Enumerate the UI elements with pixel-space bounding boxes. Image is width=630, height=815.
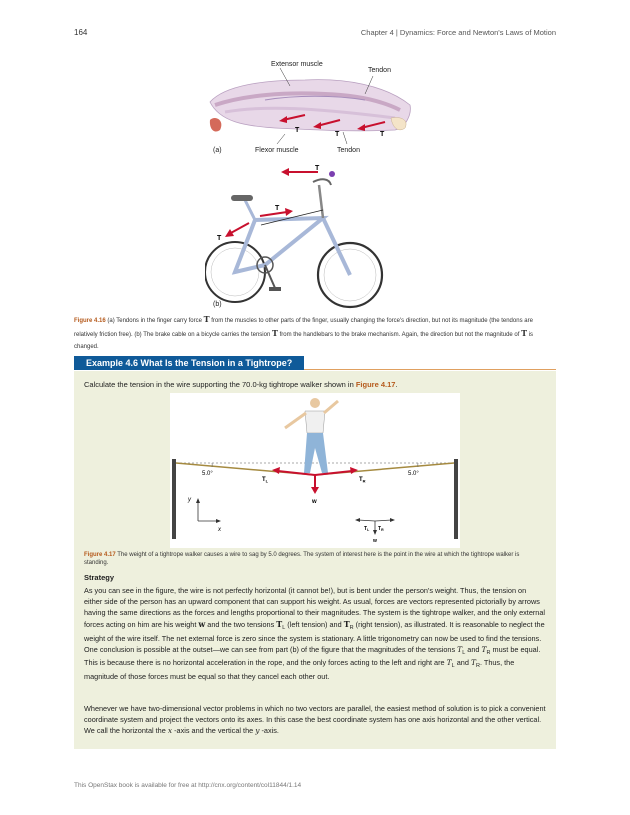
page-number: 164 (74, 28, 88, 37)
label-TR (359, 477, 366, 484)
text: (right tension), as illustrated. It is reasonable to neglect the weight of the wire itself. The net external force is zero since the system is stationary. A little trigonometry can now be used to find the tensions. One conclusion is possible at the outset—we can see from part (b) of the figure that the magnitudes of the tensions (84, 619, 545, 654)
caption-label: Figure 4.17 (84, 552, 116, 558)
angle-left: 5.0° (202, 471, 213, 477)
label-tendon-bottom: Tendon (337, 147, 360, 154)
tension-label-a2: T (335, 131, 340, 138)
example-header (74, 356, 556, 370)
caption-text: The weight of a tightrope walker causes a wire to sag by 5.0 degrees. The system of interest here is the point in the wire at which the tightrope walker is standing. (84, 552, 520, 566)
tension-arrows-bicycle (225, 168, 318, 237)
axis-x: x (218, 527, 221, 533)
intro-text: Calculate the tension in the wire supporting the 70.0-kg tightrope walker shown in (84, 380, 356, 389)
symbol-T: T (470, 658, 476, 668)
text: . Thus, the magnitude of those forces must be equal so that they cancel each other out. (84, 658, 515, 682)
label-TL (262, 477, 269, 484)
figure-4-17-caption (84, 551, 544, 567)
tension-label-a3: T (380, 131, 385, 138)
label-w: w (312, 499, 317, 505)
R-subscript: R (362, 478, 366, 484)
fbd-label-w: w (373, 538, 377, 544)
figure-link[interactable]: Figure 4.17 (355, 380, 396, 389)
text: must be equal. This is because there is no horizontal acceleration in the rope, and the only forces acting to the left and right are (84, 644, 541, 668)
page-footer: This OpenStax book is available for free at http://cnx.org/content/col11844/1.14 (74, 782, 302, 789)
caption-text-3: from the handlebars to the brake mechanism. Again, the direction but not the magnitude of (277, 332, 522, 338)
symbol-T: T (271, 328, 278, 338)
angle-right: 5.0° (408, 471, 419, 477)
T-symbol: T (262, 477, 266, 483)
T-symbol: T (364, 526, 368, 532)
example-box (74, 371, 556, 749)
R-subscript: R (381, 528, 384, 532)
subscript-L: L (451, 663, 455, 670)
figure-4-17 (170, 393, 460, 548)
caption-text-1: (a) Tendons in the finger carry force (105, 318, 204, 324)
bicycle-illustration (205, 171, 382, 307)
subscript-L: L (282, 624, 286, 631)
tightrope-walker (285, 398, 338, 473)
label-flexor-muscle: Flexor muscle (255, 147, 299, 154)
strategy-paragraph-2 (84, 704, 546, 737)
text: As you can see in the figure, the wire is not perfectly horizontal (it cannot be!), but is bent under the person's weight. Thus, the tension on either side of the person has an upward component that can support his weight. As usual, forces are vectors represented pictorially by arrows having the same directions as the forces and lengths proportional to their magnitudes. The system is the tightrope walker, and the only external forces acting on him are his weight (84, 586, 546, 629)
symbol-y: y (255, 725, 260, 735)
axis-y: y (188, 497, 191, 503)
label-b: (b) (213, 301, 222, 308)
symbol-T: T (521, 328, 528, 338)
tension-label-a1: T (295, 127, 300, 134)
example-intro (84, 380, 398, 389)
symbol-w: w (198, 618, 206, 629)
symbol-T: T (481, 644, 487, 654)
subscript-R: R (486, 649, 491, 656)
subscript-R: R (475, 663, 480, 670)
chapter-header: Chapter 4 | Dynamics: Force and Newton's Laws of Motion (360, 28, 556, 37)
subscript-R: R (349, 624, 354, 631)
symbol-x: x (167, 725, 173, 735)
caption-text-2: from the muscles to other parts of the finger, usually changing the force's direction, but not its magnitude (the tendons are relatively friction free). (b) The brake cable on a bicycle carries the tension (74, 318, 533, 338)
symbol-T: T (203, 314, 210, 324)
text: -axis and the vertical the (172, 725, 256, 735)
free-body-diagram (355, 518, 395, 535)
tension-label-b2: T (275, 205, 280, 212)
intro-end: . (395, 380, 398, 389)
tension-label-b3: T (217, 235, 222, 242)
label-a: (a) (213, 147, 222, 154)
fbd-label-TR (378, 526, 384, 532)
label-tendon-top: Tendon (368, 67, 391, 74)
strategy-heading: Strategy (84, 573, 115, 582)
figure-4-16 (205, 50, 415, 310)
symbol-T: T (276, 618, 283, 629)
text: -axis. (259, 725, 279, 735)
strategy-paragraph-1 (84, 586, 546, 683)
axis-indicator (196, 498, 221, 523)
text: and (465, 644, 482, 654)
text: and the two tensions (205, 619, 277, 629)
T-symbol: T (378, 526, 382, 532)
subscript-L: L (462, 649, 466, 656)
label-extensor-muscle: Extensor muscle (271, 61, 323, 68)
symbol-T: T (446, 658, 452, 668)
text: Whenever we have two-dimensional vector problems in which no two vectors are parallel, the easiest method of solution is to pick a convenient coordinate system and project the vectors onto its axes. In this case the best coordinate system has one axis horizontal and the other vertical. We call the horizontal the (84, 704, 546, 735)
fbd-label-TL (364, 526, 370, 532)
force-arrows (272, 467, 358, 494)
text: and (454, 658, 471, 668)
symbol-T: T (343, 618, 350, 629)
symbol-T: T (457, 644, 463, 654)
example-title: Example 4.6 What Is the Tension in a Tightrope? (74, 356, 304, 370)
L-subscript: L (265, 478, 269, 484)
caption-text-4: is changed. (74, 332, 534, 350)
figure-4-16-caption (74, 313, 554, 353)
tension-label-b1: T (315, 165, 320, 172)
text: (left tension) and (285, 619, 344, 629)
caption-label: Figure 4.16 (74, 318, 106, 324)
L-subscript: L (367, 528, 370, 532)
T-symbol: T (359, 477, 363, 483)
